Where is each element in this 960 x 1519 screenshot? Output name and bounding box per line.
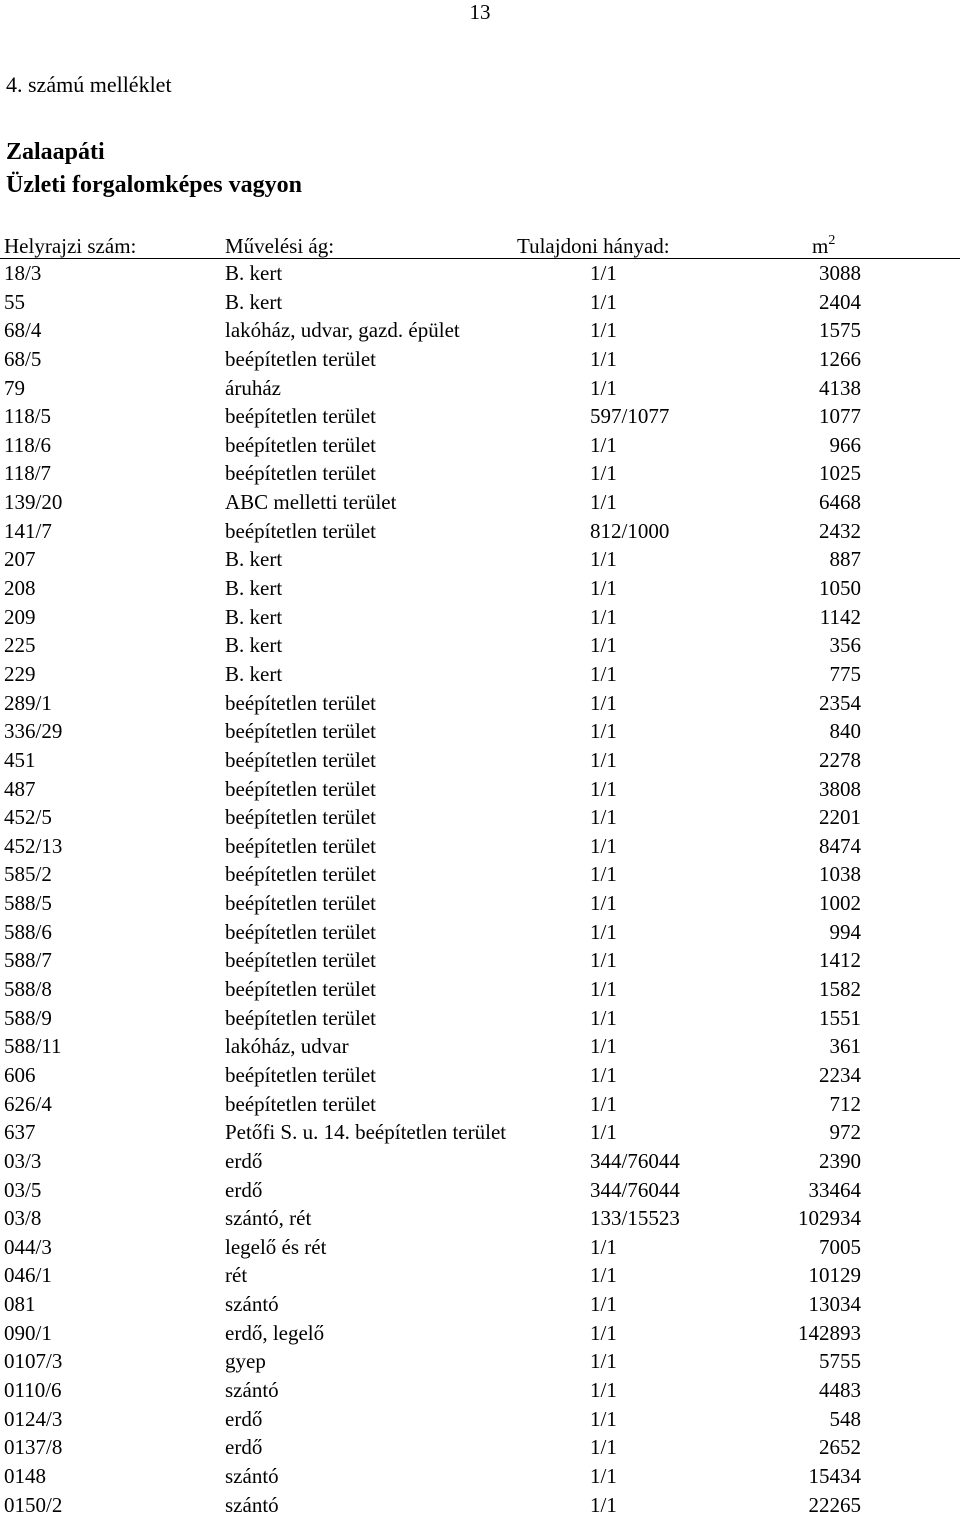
- cell-cultivation: B. kert: [225, 604, 283, 629]
- cell-area: 1582: [819, 977, 861, 1002]
- header-area-unit: m: [812, 234, 829, 258]
- table-row: [0, 631, 960, 660]
- cell-lot-number: 289/1: [4, 690, 52, 715]
- cell-cultivation: beépítetlen terület: [225, 862, 377, 887]
- table-row: [0, 1376, 960, 1405]
- table-row: [0, 889, 960, 918]
- table-row: [0, 1118, 960, 1147]
- table-row: [0, 345, 960, 374]
- cell-cultivation: beépítetlen terület: [225, 1005, 377, 1030]
- cell-lot-number: 141/7: [4, 518, 52, 543]
- cell-ownership-share: 1/1: [590, 1034, 617, 1059]
- cell-area: 33464: [808, 1177, 861, 1202]
- table-row: [0, 1462, 960, 1491]
- cell-area: 1575: [819, 318, 861, 343]
- cell-lot-number: 588/6: [4, 919, 52, 944]
- table-row: [0, 1176, 960, 1205]
- cell-ownership-share: 1/1: [590, 490, 617, 515]
- page-number: 13: [469, 0, 491, 24]
- cell-area: 1050: [819, 576, 861, 601]
- cell-area: 1266: [819, 346, 861, 371]
- cell-lot-number: 229: [4, 661, 36, 686]
- cell-cultivation: szántó: [225, 1377, 279, 1402]
- cell-area: 142893: [798, 1320, 861, 1345]
- cell-lot-number: 18/3: [4, 261, 42, 285]
- cell-area: 4483: [819, 1377, 861, 1402]
- cell-cultivation: beépítetlen terület: [225, 919, 377, 944]
- cell-ownership-share: 1/1: [590, 346, 617, 371]
- table-row: [0, 288, 960, 317]
- cell-area: 775: [829, 661, 861, 686]
- cell-area: 840: [829, 719, 861, 744]
- table-row: [0, 860, 960, 889]
- cell-lot-number: 0107/3: [4, 1349, 63, 1374]
- cell-cultivation: B. kert: [225, 576, 283, 601]
- cell-cultivation: beépítetlen terület: [225, 404, 377, 429]
- cell-area: 6468: [819, 490, 861, 515]
- cell-lot-number: 118/7: [4, 461, 52, 486]
- table-row: [0, 431, 960, 460]
- cell-ownership-share: 1/1: [590, 919, 617, 944]
- table-row: [0, 1319, 960, 1348]
- cell-ownership-share: 1/1: [590, 690, 617, 715]
- table-row: [0, 459, 960, 488]
- cell-ownership-share: 1/1: [590, 1120, 617, 1145]
- appendix-label: 4. számú melléklet: [6, 72, 172, 97]
- table-row: [0, 574, 960, 603]
- cell-area: 13034: [808, 1292, 861, 1317]
- cell-lot-number: 225: [4, 633, 36, 658]
- table-row: [0, 402, 960, 431]
- cell-lot-number: 0150/2: [4, 1492, 63, 1517]
- cell-cultivation: beépítetlen terület: [225, 432, 377, 457]
- cell-lot-number: 0148: [4, 1463, 46, 1488]
- cell-cultivation: lakóház, udvar: [225, 1034, 349, 1059]
- cell-ownership-share: 1/1: [590, 547, 617, 572]
- cell-area: 2201: [819, 805, 861, 830]
- cell-area: 10129: [808, 1263, 861, 1288]
- cell-area: 2390: [819, 1148, 861, 1173]
- document-title: [6, 136, 302, 202]
- cell-ownership-share: 1/1: [590, 747, 617, 772]
- table-row: [0, 1433, 960, 1462]
- cell-ownership-share: 1/1: [590, 461, 617, 486]
- table-row: [0, 775, 960, 804]
- cell-cultivation: ABC melletti terület: [225, 490, 397, 515]
- cell-cultivation: B. kert: [225, 261, 283, 285]
- cell-ownership-share: 1/1: [590, 604, 617, 629]
- cell-ownership-share: 1/1: [590, 633, 617, 658]
- cell-cultivation: erdő: [225, 1406, 263, 1431]
- header-area: [812, 233, 835, 259]
- cell-ownership-share: 1/1: [590, 977, 617, 1002]
- table-row: [0, 1061, 960, 1090]
- cell-ownership-share: 1/1: [590, 1406, 617, 1431]
- cell-cultivation: Petőfi S. u. 14. beépítetlen terület: [225, 1120, 507, 1145]
- cell-area: 2404: [819, 289, 861, 314]
- cell-lot-number: 03/3: [4, 1148, 42, 1173]
- cell-lot-number: 79: [4, 375, 25, 400]
- cell-ownership-share: 1/1: [590, 1005, 617, 1030]
- cell-ownership-share: 1/1: [590, 318, 617, 343]
- cell-area: 5755: [819, 1349, 861, 1374]
- cell-cultivation: erdő: [225, 1177, 263, 1202]
- cell-lot-number: 68/4: [4, 318, 42, 343]
- cell-area: 356: [829, 633, 861, 658]
- cell-ownership-share: 1/1: [590, 805, 617, 830]
- cell-area: 3808: [819, 776, 861, 801]
- cell-lot-number: 487: [4, 776, 36, 801]
- property-table: [0, 230, 960, 1519]
- cell-cultivation: beépítetlen terület: [225, 776, 377, 801]
- cell-cultivation: szántó: [225, 1292, 279, 1317]
- table-row: [0, 316, 960, 345]
- cell-cultivation: szántó: [225, 1492, 279, 1517]
- cell-lot-number: 03/5: [4, 1177, 42, 1202]
- header-lot-number: Helyrajzi szám:: [4, 234, 137, 258]
- table-row: [0, 746, 960, 775]
- cell-ownership-share: 344/76044: [590, 1148, 680, 1173]
- cell-lot-number: 03/8: [4, 1206, 42, 1231]
- cell-area: 361: [829, 1034, 861, 1059]
- cell-lot-number: 637: [4, 1120, 36, 1145]
- title-municipality: Zalaapáti: [6, 139, 105, 165]
- cell-cultivation: beépítetlen terület: [225, 719, 377, 744]
- table-row: [0, 1491, 960, 1519]
- cell-lot-number: 0110/6: [4, 1377, 62, 1402]
- cell-lot-number: 0124/3: [4, 1406, 63, 1431]
- cell-cultivation: B. kert: [225, 547, 283, 572]
- cell-area: 1002: [819, 891, 861, 916]
- cell-area: 1551: [819, 1005, 861, 1030]
- cell-cultivation: beépítetlen terület: [225, 518, 377, 543]
- cell-area: 1142: [819, 604, 861, 629]
- cell-lot-number: 118/5: [4, 404, 52, 429]
- cell-ownership-share: 1/1: [590, 1463, 617, 1488]
- cell-area: 7005: [819, 1234, 861, 1259]
- cell-ownership-share: 344/76044: [590, 1177, 680, 1202]
- table-row: [0, 946, 960, 975]
- cell-cultivation: beépítetlen terület: [225, 1091, 377, 1116]
- cell-area: 712: [829, 1091, 861, 1116]
- cell-ownership-share: 133/15523: [590, 1206, 680, 1231]
- cell-area: 22265: [808, 1492, 861, 1517]
- cell-ownership-share: 1/1: [590, 1492, 617, 1517]
- cell-area: 2354: [819, 690, 861, 715]
- table-row: [0, 1204, 960, 1233]
- cell-ownership-share: 1/1: [590, 776, 617, 801]
- table-row: [0, 1233, 960, 1262]
- table-row: [0, 1032, 960, 1061]
- cell-area: 2278: [819, 747, 861, 772]
- cell-lot-number: 118/6: [4, 432, 52, 457]
- cell-lot-number: 451: [4, 747, 36, 772]
- cell-area: 1038: [819, 862, 861, 887]
- cell-ownership-share: 1/1: [590, 1091, 617, 1116]
- cell-cultivation: beépítetlen terület: [225, 948, 377, 973]
- cell-lot-number: 090/1: [4, 1320, 52, 1345]
- cell-cultivation: B. kert: [225, 289, 283, 314]
- table-row: [0, 259, 960, 288]
- cell-area: 966: [829, 432, 861, 457]
- cell-ownership-share: 1/1: [590, 261, 617, 285]
- cell-ownership-share: 1/1: [590, 891, 617, 916]
- cell-ownership-share: 1/1: [590, 948, 617, 973]
- cell-cultivation: beépítetlen terület: [225, 747, 377, 772]
- cell-area: 15434: [808, 1463, 861, 1488]
- cell-lot-number: 452/13: [4, 833, 63, 858]
- cell-ownership-share: 1/1: [590, 833, 617, 858]
- cell-cultivation: beépítetlen terület: [225, 891, 377, 916]
- table-row: [0, 1347, 960, 1376]
- table-row: [0, 717, 960, 746]
- cell-lot-number: 209: [4, 604, 36, 629]
- cell-lot-number: 207: [4, 547, 36, 572]
- cell-ownership-share: 1/1: [590, 1320, 617, 1345]
- table-row: [0, 1261, 960, 1290]
- cell-cultivation: beépítetlen terület: [225, 690, 377, 715]
- table-header: [0, 230, 960, 259]
- cell-ownership-share: 1/1: [590, 1349, 617, 1374]
- cell-ownership-share: 1/1: [590, 576, 617, 601]
- cell-cultivation: beépítetlen terület: [225, 346, 377, 371]
- cell-ownership-share: 1/1: [590, 1435, 617, 1460]
- cell-cultivation: szántó: [225, 1463, 279, 1488]
- cell-ownership-share: 1/1: [590, 1263, 617, 1288]
- cell-lot-number: 0137/8: [4, 1435, 63, 1460]
- title-subtitle: Üzleti forgalomképes vagyon: [6, 172, 302, 198]
- cell-area: 2652: [819, 1435, 861, 1460]
- cell-area: 1077: [819, 404, 861, 429]
- cell-ownership-share: 1/1: [590, 661, 617, 686]
- cell-cultivation: lakóház, udvar, gazd. épület: [225, 318, 460, 343]
- cell-lot-number: 139/20: [4, 490, 63, 515]
- cell-area: 887: [829, 547, 861, 572]
- cell-lot-number: 588/8: [4, 977, 52, 1002]
- cell-area: 3088: [819, 261, 861, 285]
- cell-area: 994: [829, 919, 861, 944]
- table-row: [0, 1405, 960, 1434]
- cell-ownership-share: 1/1: [590, 432, 617, 457]
- cell-area: 2234: [819, 1062, 861, 1087]
- table-row: [0, 918, 960, 947]
- cell-ownership-share: 1/1: [590, 1377, 617, 1402]
- cell-ownership-share: 1/1: [590, 375, 617, 400]
- cell-cultivation: B. kert: [225, 661, 283, 686]
- cell-ownership-share: 1/1: [590, 1292, 617, 1317]
- table-row: [0, 803, 960, 832]
- cell-cultivation: beépítetlen terület: [225, 833, 377, 858]
- cell-lot-number: 585/2: [4, 862, 52, 887]
- cell-cultivation: erdő: [225, 1148, 263, 1173]
- table-row: [0, 1004, 960, 1033]
- header-cultivation: Művelési ág:: [225, 234, 335, 258]
- table-row: [0, 660, 960, 689]
- cell-area: 1025: [819, 461, 861, 486]
- table-row: [0, 488, 960, 517]
- cell-cultivation: beépítetlen terület: [225, 1062, 377, 1087]
- cell-ownership-share: 597/1077: [590, 404, 670, 429]
- cell-area: 548: [829, 1406, 861, 1431]
- cell-ownership-share: 1/1: [590, 862, 617, 887]
- cell-ownership-share: 812/1000: [590, 518, 670, 543]
- cell-area: 1412: [819, 948, 861, 973]
- cell-ownership-share: 1/1: [590, 1062, 617, 1087]
- cell-lot-number: 68/5: [4, 346, 42, 371]
- table-row: [0, 517, 960, 546]
- cell-cultivation: gyep: [225, 1349, 266, 1374]
- cell-cultivation: rét: [225, 1263, 248, 1288]
- table-row: [0, 832, 960, 861]
- table-row: [0, 1090, 960, 1119]
- header-ownership-share: Tulajdoni hányad:: [517, 234, 670, 258]
- cell-ownership-share: 1/1: [590, 289, 617, 314]
- cell-lot-number: 044/3: [4, 1234, 52, 1259]
- cell-area: 972: [829, 1120, 861, 1145]
- cell-cultivation: erdő, legelő: [225, 1320, 325, 1345]
- header-area-exponent: 2: [828, 233, 836, 248]
- cell-lot-number: 55: [4, 289, 25, 314]
- cell-lot-number: 588/11: [4, 1034, 62, 1059]
- cell-lot-number: 081: [4, 1292, 36, 1317]
- cell-cultivation: beépítetlen terület: [225, 977, 377, 1002]
- table-row: [0, 545, 960, 574]
- cell-lot-number: 588/9: [4, 1005, 52, 1030]
- table-row: [0, 1147, 960, 1176]
- cell-lot-number: 588/7: [4, 948, 52, 973]
- cell-cultivation: erdő: [225, 1435, 263, 1460]
- cell-area: 8474: [819, 833, 861, 858]
- cell-lot-number: 588/5: [4, 891, 52, 916]
- cell-cultivation: legelő és rét: [225, 1234, 327, 1259]
- cell-cultivation: szántó, rét: [225, 1206, 312, 1231]
- cell-lot-number: 606: [4, 1062, 36, 1087]
- table-row: [0, 1290, 960, 1319]
- table-row: [0, 975, 960, 1004]
- table-row: [0, 689, 960, 718]
- cell-cultivation: B. kert: [225, 633, 283, 658]
- cell-lot-number: 336/29: [4, 719, 63, 744]
- cell-lot-number: 046/1: [4, 1263, 52, 1288]
- cell-lot-number: 208: [4, 576, 36, 601]
- table-body: [0, 259, 960, 1519]
- cell-ownership-share: 1/1: [590, 1234, 617, 1259]
- cell-area: 2432: [819, 518, 861, 543]
- cell-area: 102934: [798, 1206, 861, 1231]
- cell-ownership-share: 1/1: [590, 719, 617, 744]
- cell-lot-number: 452/5: [4, 805, 52, 830]
- cell-cultivation: beépítetlen terület: [225, 805, 377, 830]
- table-row: [0, 603, 960, 632]
- cell-cultivation: beépítetlen terület: [225, 461, 377, 486]
- cell-area: 4138: [819, 375, 861, 400]
- cell-cultivation: áruház: [225, 375, 281, 400]
- cell-lot-number: 626/4: [4, 1091, 52, 1116]
- table-row: [0, 374, 960, 403]
